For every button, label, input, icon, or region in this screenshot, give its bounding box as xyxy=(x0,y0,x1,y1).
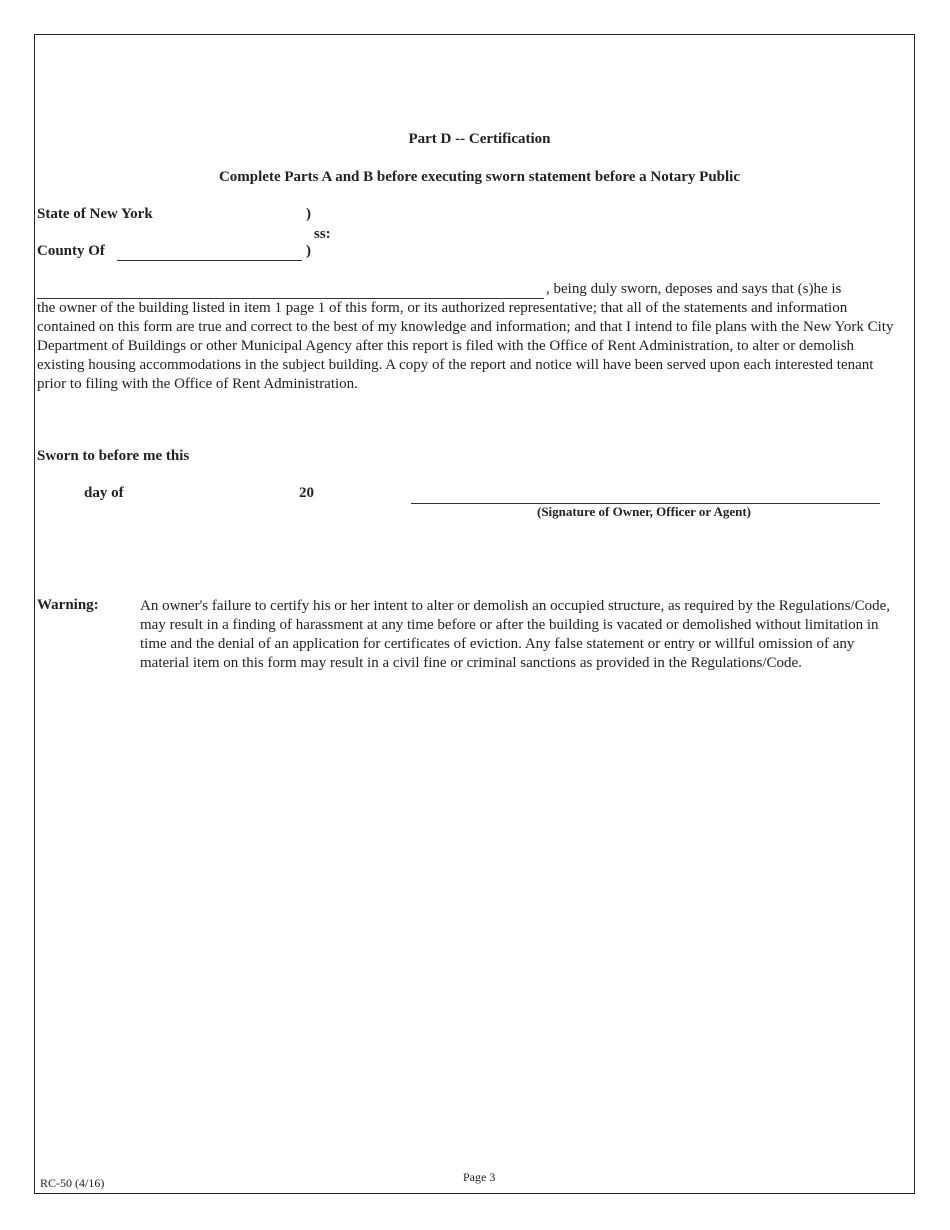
venue-paren-top: ) xyxy=(306,206,311,222)
year-prefix: 20 xyxy=(299,485,314,501)
form-id: RC-50 (4/16) xyxy=(40,1176,105,1190)
venue-paren-bottom: ) xyxy=(306,243,311,259)
county-label: County Of xyxy=(37,243,105,259)
state-label: State of New York xyxy=(37,206,153,222)
signature-caption: (Signature of Owner, Officer or Agent) xyxy=(537,504,751,519)
warning-text: An owner's failure to certify his or her intent to alter or demolish an occupied structure, as required by the Regulations/Code, may result in a finding of harassment at any time before or after the building is vacated or demolished without limitation in time and the denial of an application for certificates of eviction. Any false statement or entry or willful omission of any material item on this form may result in a civil fine or criminal sanctions as provided in the Regulations/Code. xyxy=(140,598,890,671)
sworn-label: Sworn to before me this xyxy=(37,448,190,464)
affidavit-body: the owner of the building listed in item 1 page 1 of this form, or its authorized representative; that all of the statements and information contained on this form are true and correct to the best of my knowledge and information; and that I intend to file plans with the New York City Department of Buildings or other Municipal Agency after this report is filed with the Office of Rent Administration, to alter or demolish existing housing accommodations in the subject building. A copy of the report and notice will have been served upon each interested tenant prior to filing with the Office of Rent Administration. xyxy=(37,300,894,392)
county-field[interactable] xyxy=(117,260,302,261)
page-number: Page 3 xyxy=(463,1170,496,1184)
page-title: Part D -- Certification xyxy=(408,131,551,147)
day-of-label: day of xyxy=(84,485,124,501)
affidavit-first-line: , being duly sworn, deposes and says that (s)he is xyxy=(546,281,842,297)
page-subtitle: Complete Parts A and B before executing sworn statement before a Notary Public xyxy=(218,169,741,185)
warning-label: Warning: xyxy=(37,597,99,613)
ss-label: ss: xyxy=(314,226,331,242)
